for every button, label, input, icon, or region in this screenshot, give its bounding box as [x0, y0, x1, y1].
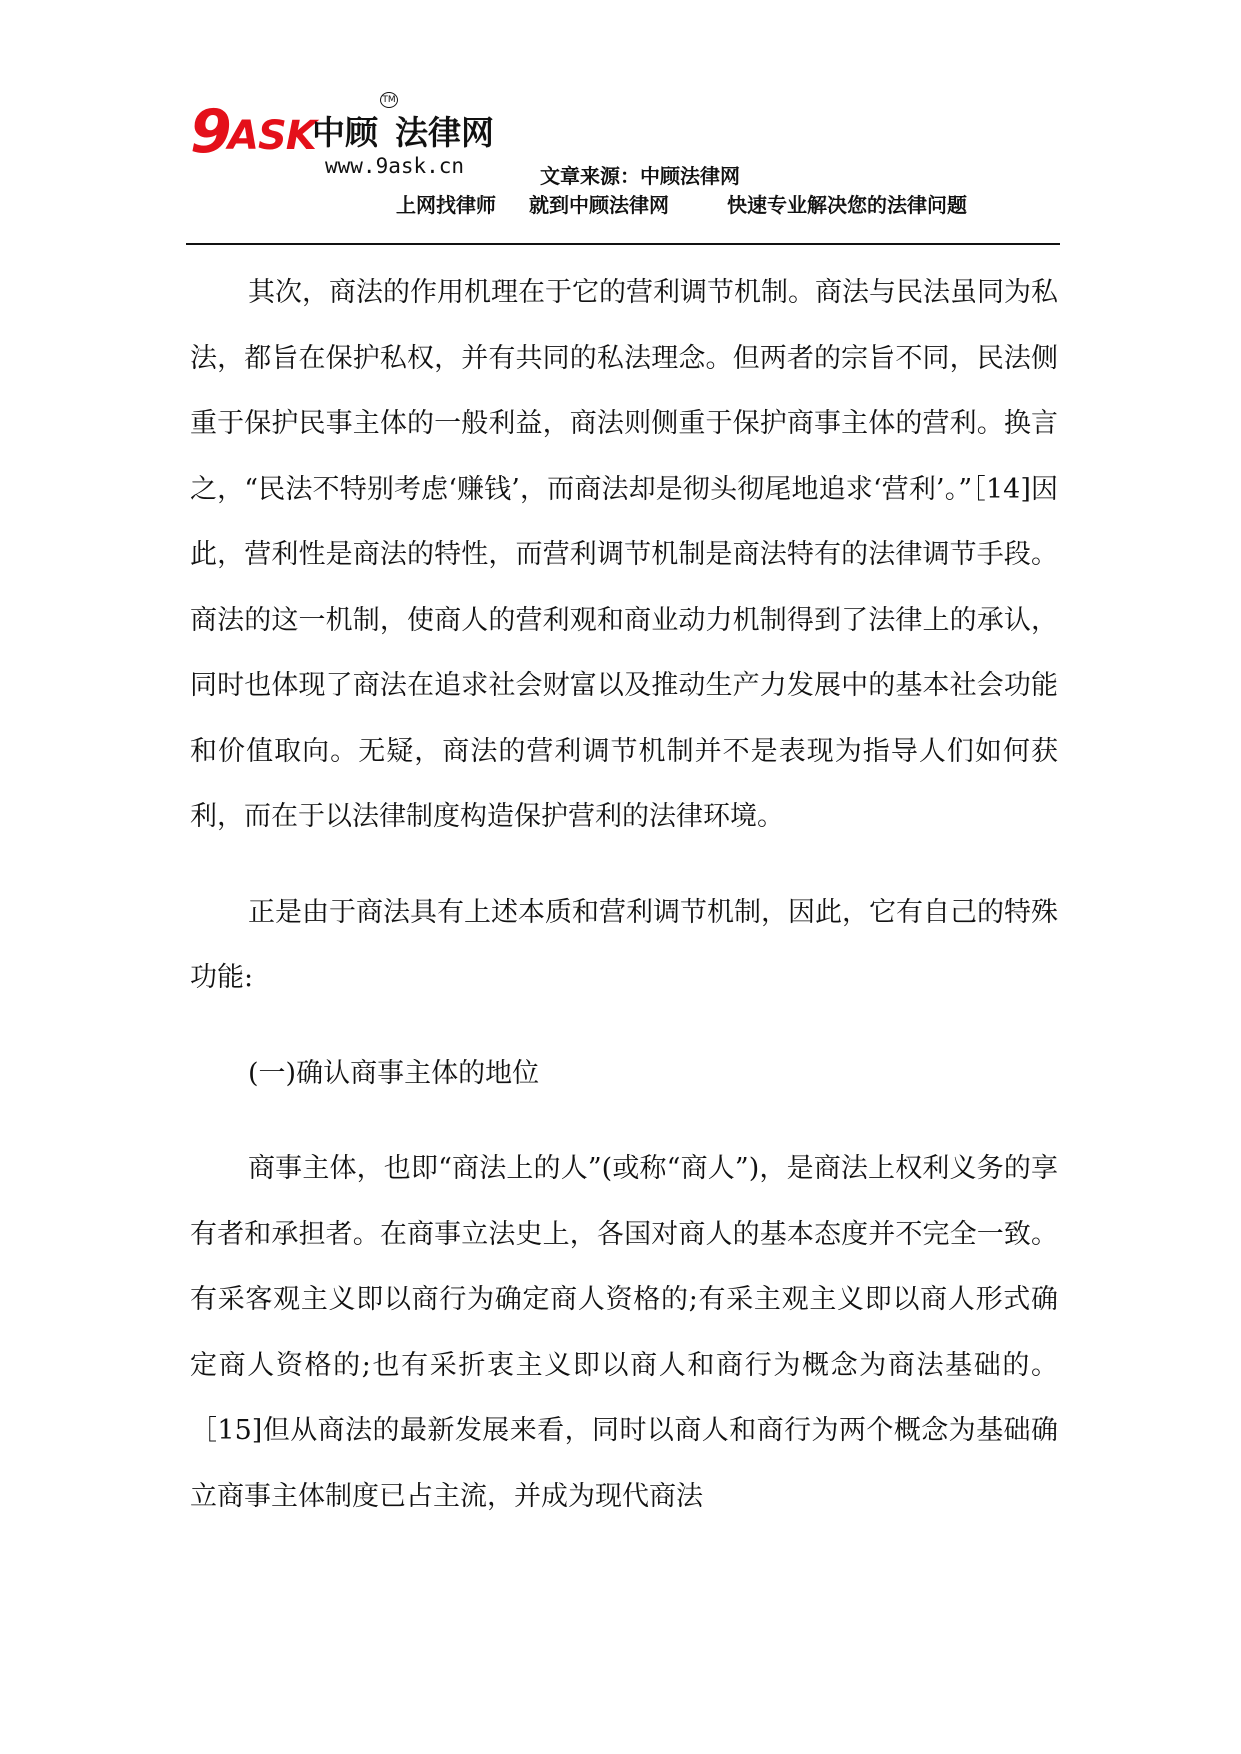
slogan-fast-solution: 快速专业解决您的法律问题 — [727, 193, 967, 217]
paragraph: 其次，商法的作用机理在于它的营利调节机制。商法与民法虽同为私法，都旨在保护私权，并有共同的私法理念。但两者的宗旨不同，民法侧重于保护民事主体的一般利益，商法则侧重于保护商事主体的营利。换言之，“民法不特别考虑‘赚钱’，而商法却是彻头彻尾地追求‘营利’。”［14]因此，营利性是商法的特性，而营利调节机制是商法特有的法律调节手段。商法的这一机制，使商人的营利观和商业动力机制得到了法律上的承认，同时也体现了商法在追求社会财富以及推动生产力发展中的基本社会功能和价值取向。无疑，商法的营利调节机制并不是表现为指导人们如何获利，而在于以法律制度构造保护营利的法律环境。 — [190, 277, 1058, 832]
paragraph: 正是由于商法具有上述本质和营利调节机制，因此，它有自己的特殊功能: — [190, 896, 1058, 993]
slogan-site: 就到中顾法律网 — [529, 193, 669, 217]
article-source: 文章来源：中顾法律网 — [540, 164, 740, 188]
section-heading: (一)确认商事主体的地位 — [248, 1057, 540, 1089]
header-divider — [186, 243, 1060, 245]
trademark-icon: TM — [380, 92, 398, 108]
article-body — [190, 260, 1058, 1529]
logo-url: www.9ask.cn — [325, 154, 465, 178]
slogan-find-lawyer: 上网找律师 — [396, 193, 496, 217]
logo-mark-nine: 9 — [190, 97, 232, 167]
site-logo[interactable] — [190, 92, 520, 182]
page-header — [0, 0, 1241, 250]
logo-name-part2: 法律网 — [395, 113, 494, 152]
logo-name-part1: 中顾 — [312, 113, 378, 152]
logo-mark-ask: ASK — [228, 113, 316, 159]
paragraph: 商事主体，也即“商法上的人”(或称“商人”)，是商法上权利义务的享有者和承担者。在商事立法史上，各国对商人的基本态度并不完全一致。有采客观主义即以商行为确定商人资格的;有采主观主义即以商人形式确定商人资格的;也有采折衷主义即以商人和商行为概念为商法基础的。［15]但从商法的最新发展来看，同时以商人和商行为两个概念为基础确立商事主体制度已占主流，并成为现代商法 — [190, 1153, 1058, 1512]
